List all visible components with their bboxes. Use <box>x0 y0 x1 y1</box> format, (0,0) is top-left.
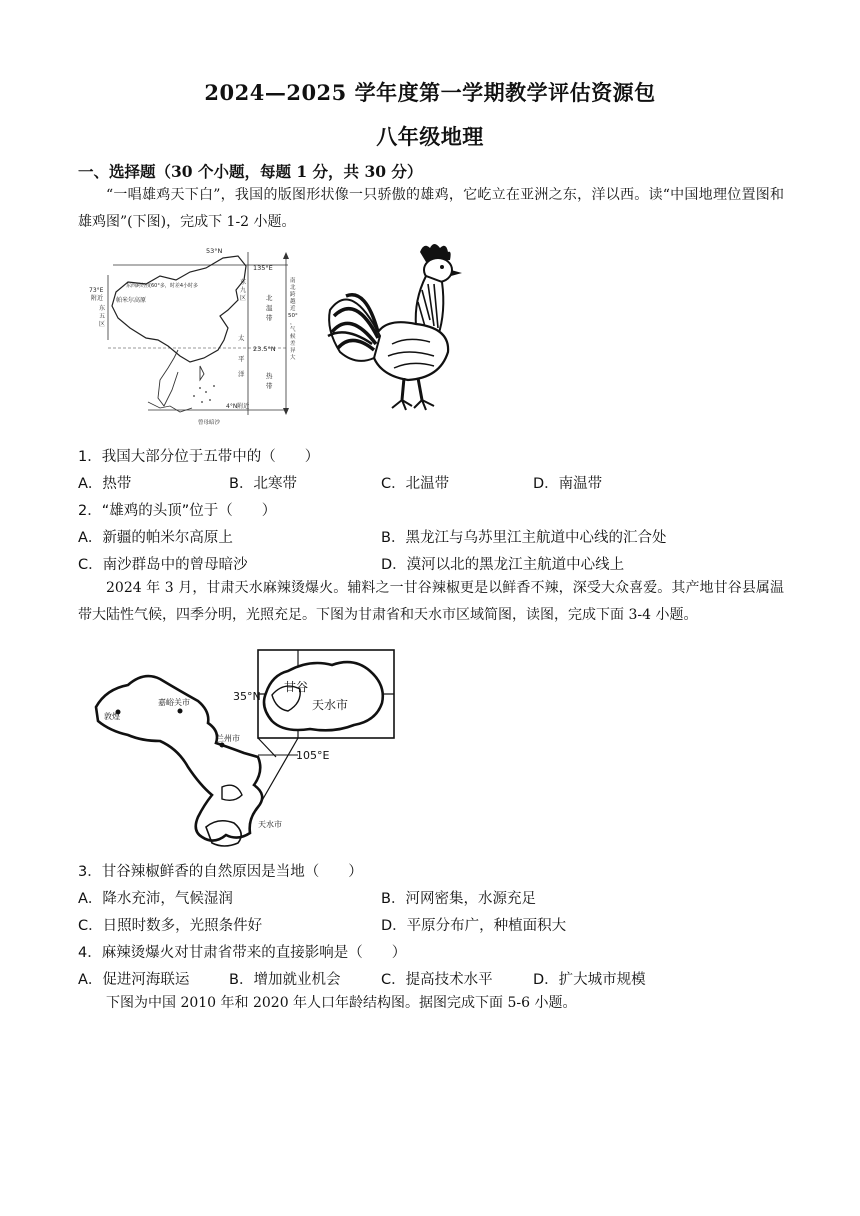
question-4-option-c[interactable]: C．提高技术水平 <box>381 972 493 988</box>
svg-text:洋: 洋 <box>238 370 245 378</box>
svg-text:热: 热 <box>266 372 273 380</box>
svg-text:北: 北 <box>266 294 273 302</box>
question-2-option-d[interactable]: D．漠河以北的黑龙江主航道中心线上 <box>381 557 625 573</box>
question-4-stem: 4．麻辣烫爆火对甘肃省带来的直接影响是（ ） <box>78 945 407 961</box>
svg-text:太: 太 <box>238 334 245 342</box>
passage-3: 下图为中国 2010 年和 2020 年人口年龄结构图。据图完成下面 5-6 小题。 <box>106 995 577 1011</box>
exam-subtitle: 八年级地理 <box>376 124 484 149</box>
svg-text:候: 候 <box>290 334 296 340</box>
label-tropic: 23.5°N <box>253 345 276 353</box>
svg-text:50°: 50° <box>288 313 298 319</box>
label-35n: 35°N <box>233 690 261 703</box>
question-4-option-d[interactable]: D．扩大城市规模 <box>533 972 646 988</box>
svg-text:五: 五 <box>99 313 106 320</box>
question-3-option-d[interactable]: D．平原分布广，种植面积大 <box>381 918 567 934</box>
question-1-option-c[interactable]: C．北温带 <box>381 476 450 492</box>
question-2-stem: 2．“雄鸡的头顶”位于（ ） <box>78 503 277 519</box>
gansu-tianshui-map <box>88 645 400 853</box>
svg-text:差: 差 <box>290 341 296 347</box>
svg-text:带: 带 <box>266 314 273 322</box>
svg-text:北: 北 <box>290 285 296 291</box>
question-3-option-b[interactable]: B．河网密集，水源充足 <box>381 891 536 907</box>
label-73e: 73°E <box>89 287 104 294</box>
question-2-option-a[interactable]: A．新疆的帕米尔高原上 <box>78 530 233 546</box>
svg-text:区: 区 <box>99 321 106 328</box>
question-2-option-b[interactable]: B．黑龙江与乌苏里江主航道中心线的汇合处 <box>381 530 667 546</box>
question-4-option-a[interactable]: A．促进河海联运 <box>78 972 190 988</box>
question-1-option-b[interactable]: B．北寒带 <box>229 476 297 492</box>
svg-text:南: 南 <box>290 278 296 284</box>
svg-text:异: 异 <box>290 348 296 354</box>
label-gangu: 甘谷 <box>284 680 309 694</box>
label-jiayuguan: 嘉峪关市 <box>158 698 190 707</box>
label-pamir: 帕米尔高原 <box>116 297 147 304</box>
svg-text:区: 区 <box>240 295 247 302</box>
question-4-option-b[interactable]: B．增加就业机会 <box>229 972 341 988</box>
question-2-option-c[interactable]: C．南沙群岛中的曾母暗沙 <box>78 557 248 573</box>
exam-title: 2024—2025 学年度第一学期教学评估资源包 <box>204 80 656 105</box>
svg-text:平: 平 <box>238 355 245 363</box>
section-heading: 一、选择题（30 个小题，每题 1 分，共 30 分） <box>78 162 423 181</box>
label-tianshui-inset: 天水市 <box>312 698 349 712</box>
question-1-option-a[interactable]: A．热带 <box>78 476 132 492</box>
tianshui-city-outline <box>264 662 383 730</box>
question-3-option-a[interactable]: A．降水充沛，气候湿润 <box>78 891 233 907</box>
svg-text:气: 气 <box>290 327 296 333</box>
svg-text:跨: 跨 <box>290 292 296 298</box>
question-3-stem: 3．甘谷辣椒鲜香的自然原因是当地（ ） <box>78 864 363 880</box>
label-4n: 4°N附近 <box>226 403 250 410</box>
label-tianshui-province: 天水市 <box>258 820 282 829</box>
question-1-stem: 1．我国大部分位于五带中的（ ） <box>78 449 320 465</box>
label-zengmu: 曾母暗沙 <box>198 420 221 426</box>
svg-text:九: 九 <box>240 287 247 294</box>
label-dunhuang: 敦煌 <box>104 712 120 721</box>
svg-text:东: 东 <box>240 279 247 286</box>
svg-text:近: 近 <box>290 306 296 312</box>
passage-1: “一唱雄鸡天下白”，我国的版图形状像一只骄傲的雄鸡，它屹立在亚洲之东，洋以西。读“中国地理位置图和雄鸡图”(下图)，完成下 1-2 小题。 <box>78 187 784 230</box>
label-lanzhou: 兰州市 <box>216 734 240 743</box>
china-location-map <box>88 240 300 430</box>
svg-text:越: 越 <box>290 299 296 305</box>
svg-text:大: 大 <box>290 355 296 361</box>
question-3-option-c[interactable]: C．日照时数多，光照条件好 <box>78 918 263 934</box>
svg-text:东: 东 <box>99 305 106 312</box>
label-105e: 105°E <box>296 749 330 762</box>
label-135e: 135°E <box>253 264 273 272</box>
question-1-option-d[interactable]: D．南温带 <box>533 476 603 492</box>
svg-text:带: 带 <box>266 382 273 390</box>
svg-text:，: ， <box>290 320 296 326</box>
label-span-note: 东西跨经度60°多，时差4小时多 <box>126 283 199 289</box>
rooster-illustration <box>322 240 472 415</box>
label-73e-near: 附近 <box>91 295 104 302</box>
passage-2: 2024 年 3 月，甘肃天水麻辣烫爆火。辅料之一甘谷辣椒更是以鲜香不辣，深受大众喜爱。其产地甘谷县属温带大陆性气候，四季分明，光照充足。下图为甘肃省和天水市区域简图，读图，完成下面 3-4 小题。 <box>78 580 784 623</box>
svg-text:温: 温 <box>266 304 273 312</box>
label-53n: 53°N <box>206 247 223 255</box>
